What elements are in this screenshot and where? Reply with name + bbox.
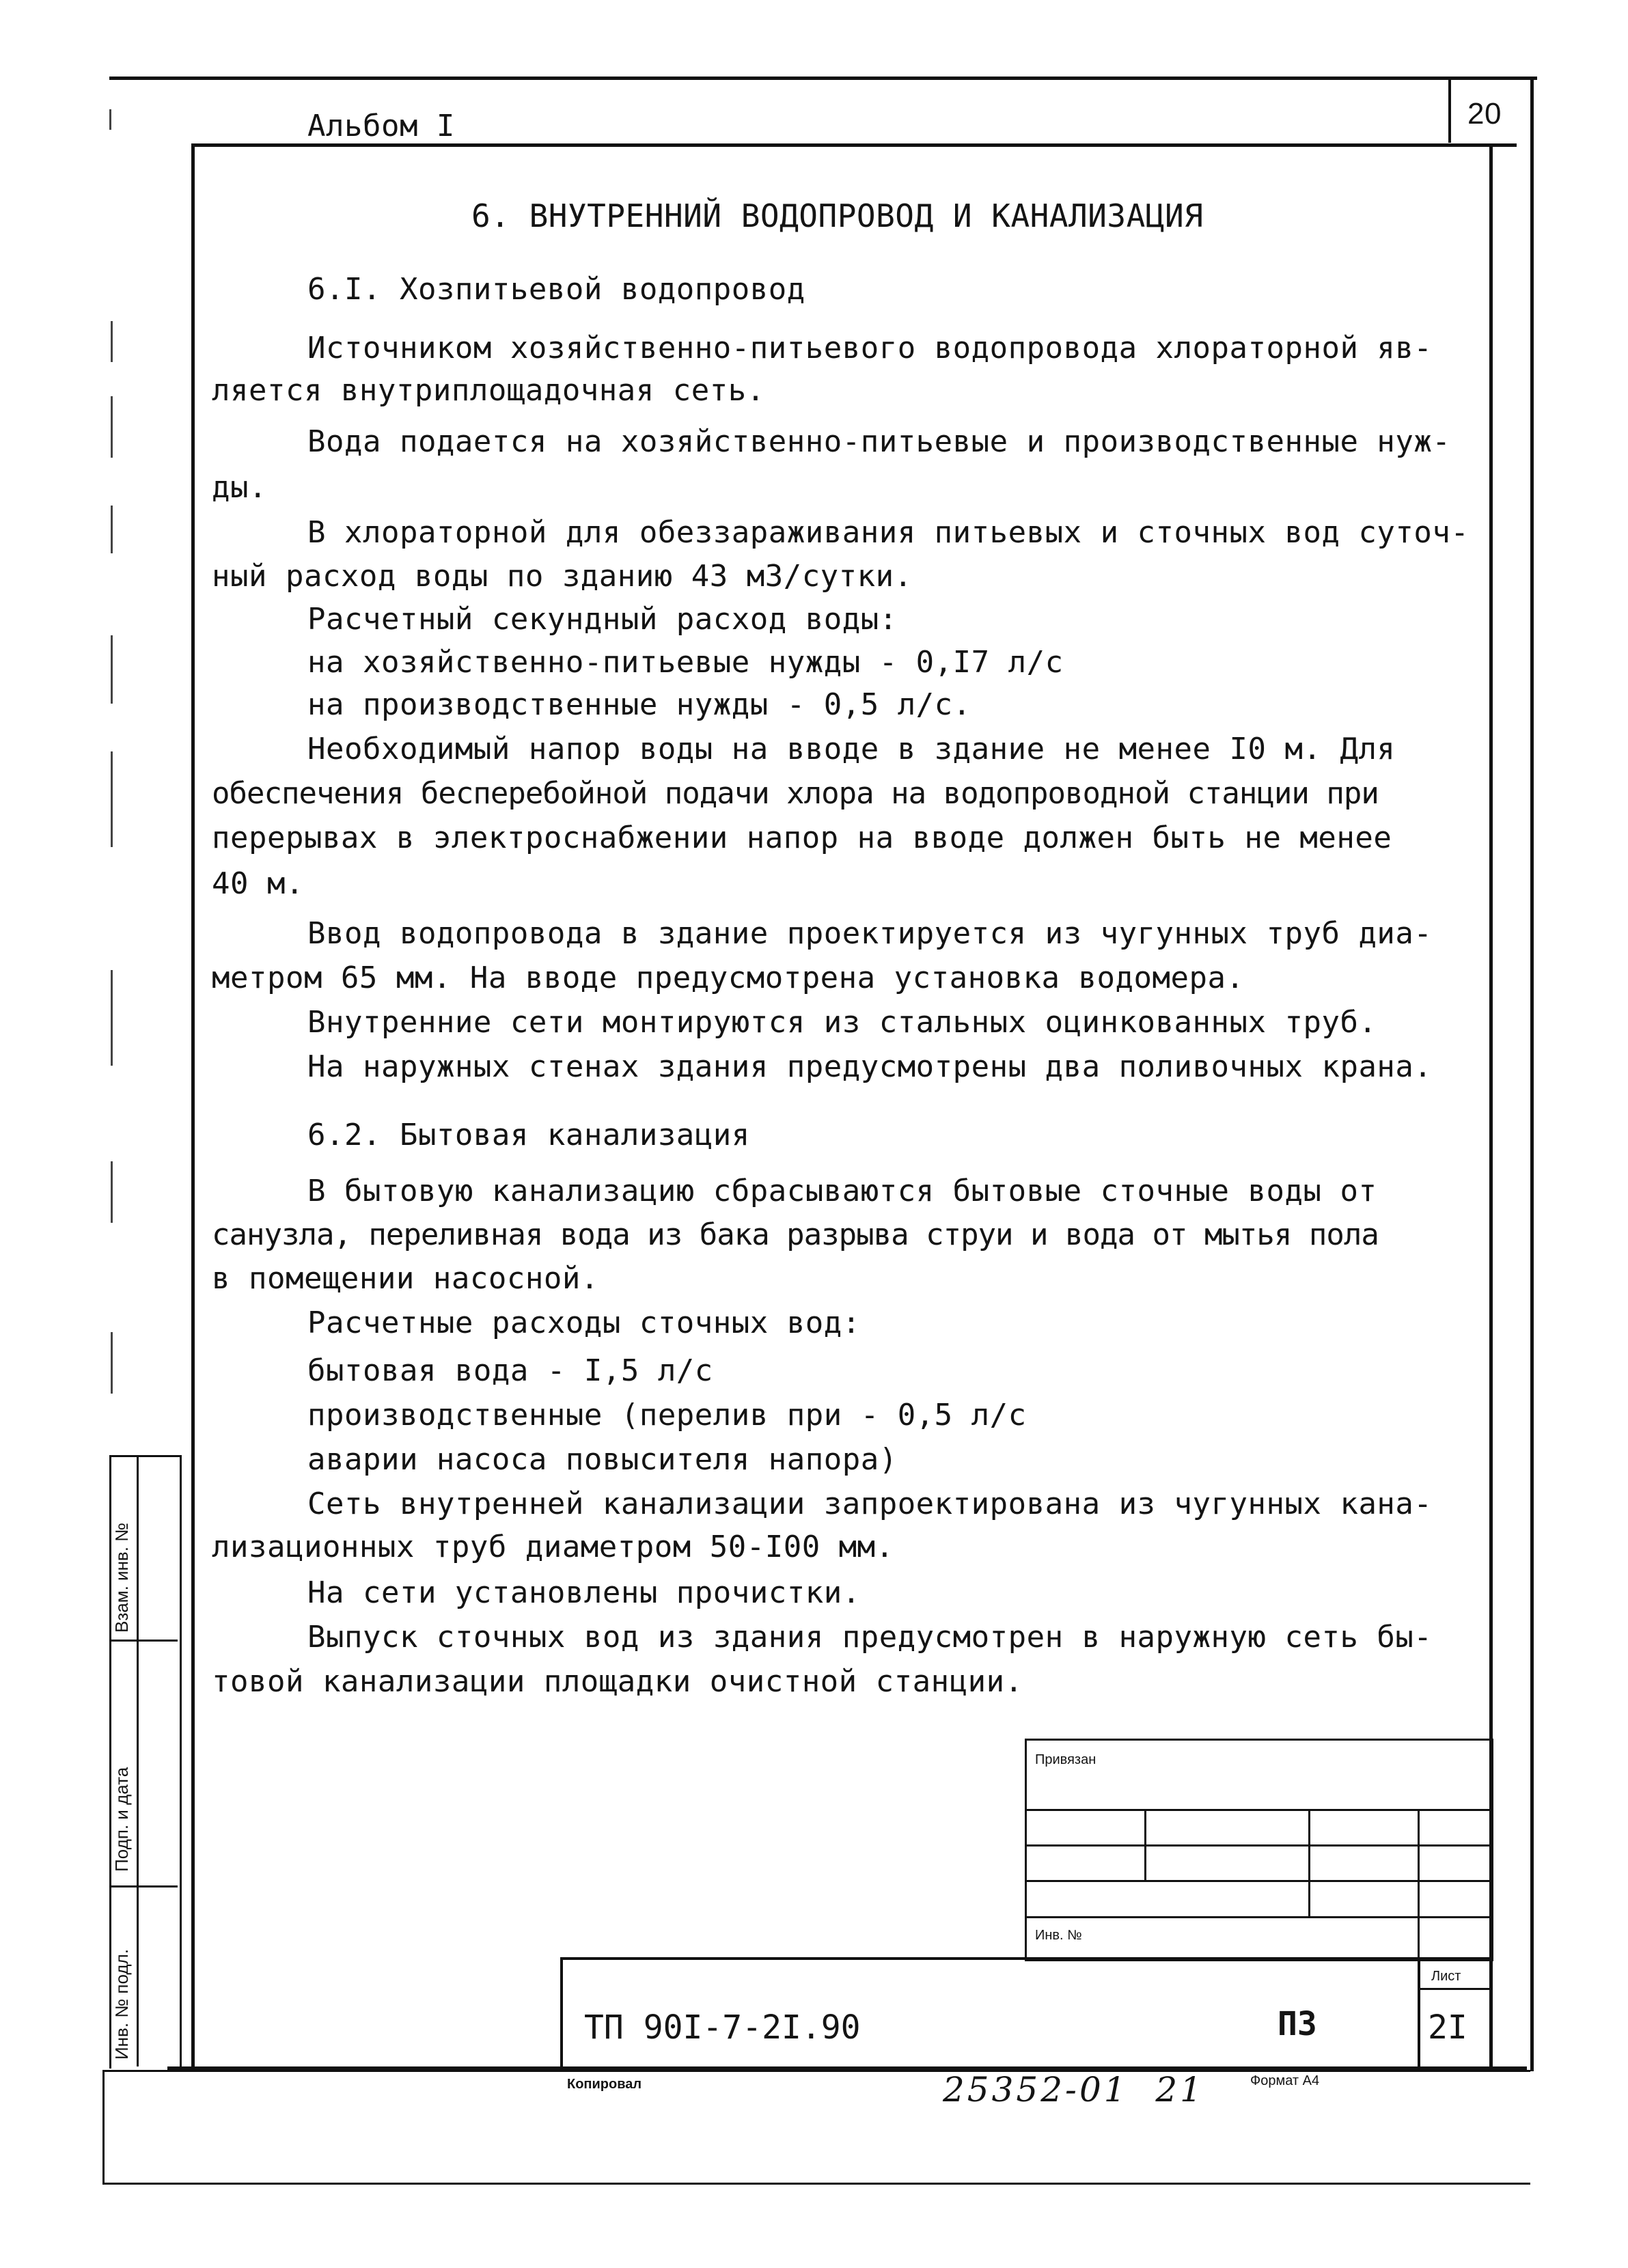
paragraph-line: В хлораторной для обеззараживания питьевых и сточных вод суточ- xyxy=(307,515,1470,550)
paragraph-line: Вода подается на хозяйственно-питьевые и производственные нуж- xyxy=(307,424,1451,459)
paragraph-line: На сети установлены прочистки. xyxy=(307,1575,861,1610)
frame-inner-left-line xyxy=(191,143,195,2070)
handwritten-number: 25352-01 21 xyxy=(943,2070,1204,2110)
page-number: 20 xyxy=(1467,97,1502,130)
paragraph-line: бытовая вода - I,5 л/с xyxy=(307,1353,713,1388)
binding-row xyxy=(1025,1916,1491,1918)
margin-tick xyxy=(111,506,113,553)
paragraph-line: Сеть внутренней канализации запроектирована из чугунных кана- xyxy=(307,1486,1433,1521)
paragraph-line: ляется внутриплощадочная сеть. xyxy=(212,373,765,408)
side-label-sign-date: Подп. и дата xyxy=(111,1767,132,1872)
margin-tick xyxy=(111,1161,113,1223)
section-title: 6. ВНУТРЕННИЙ ВОДОПРОВОД И КАНАЛИЗАЦИЯ xyxy=(471,197,1204,234)
sheet-label: Лист xyxy=(1431,1969,1461,1984)
margin-tick xyxy=(111,396,113,458)
binding-label: Привязан xyxy=(1035,1752,1096,1767)
side-stamp-row xyxy=(109,1885,178,1887)
paragraph-line: Внутренние сети монтируются из стальных оцинкованных труб. xyxy=(307,1005,1377,1040)
title-block-col xyxy=(1418,1957,1420,2066)
binding-stamp xyxy=(1025,1739,1493,1961)
frame-top-line xyxy=(109,77,1537,80)
document-type: ПЗ xyxy=(1278,2005,1317,2043)
footer-box-line-top xyxy=(102,2070,1530,2072)
paragraph-line: аварии насоса повысителя напора) xyxy=(307,1442,898,1477)
paragraph-line: на хозяйственно-питьевые нужды - 0,I7 л/с xyxy=(307,645,1064,680)
paragraph-line: Расчетный секундный расход воды: xyxy=(307,602,898,637)
paragraph-line: перерывах в электроснабжении напор на вводе должен быть не менее xyxy=(212,820,1392,855)
paragraph-line: метром 65 мм. На вводе предусмотрена установка водомера. xyxy=(212,960,1245,995)
paragraph-line: обеспечения бесперебойной подачи хлора на водопроводной станции при xyxy=(212,776,1379,811)
paragraph-line: в помещении насосной. xyxy=(212,1261,599,1296)
binding-row xyxy=(1025,1809,1491,1811)
frame-outer-right-line xyxy=(1530,77,1534,2071)
document-code: ТП 90I-7-2I.90 xyxy=(584,2008,861,2047)
paragraph-line: Выпуск сточных вод из здания предусмотрен в наружную сеть бы- xyxy=(307,1620,1433,1655)
margin-tick xyxy=(111,970,113,1066)
margin-tick xyxy=(109,109,111,130)
side-label-inv-orig: Инв. № подл. xyxy=(111,1949,132,2060)
paragraph-line: 40 м. xyxy=(212,866,304,901)
footer-box-line-bottom xyxy=(102,2183,1530,2185)
paragraph-line: ды. xyxy=(212,470,267,505)
paragraph-line: Необходимый напор воды на вводе в здание не менее I0 м. Для xyxy=(307,732,1396,766)
frame-inner-top-line xyxy=(191,143,1517,147)
binding-col xyxy=(1144,1809,1146,1881)
margin-tick xyxy=(111,1332,113,1394)
paragraph-line: на производственные нужды - 0,5 л/с. xyxy=(307,687,971,722)
inventory-label: Инв. № xyxy=(1035,1928,1082,1943)
paragraph-line: Источником хозяйственно-питьевого водопровода хлораторной яв- xyxy=(307,331,1433,365)
paragraph-line: товой канализации площадки очистной станции. xyxy=(212,1664,1023,1699)
paragraph-line: В бытовую канализацию сбрасываются бытовые сточные воды от xyxy=(307,1174,1377,1208)
binding-col xyxy=(1308,1809,1310,1918)
album-label: Альбом I xyxy=(307,109,455,143)
subsection-heading-6-1: 6.I. Хозпитьевой водопровод xyxy=(307,272,805,307)
side-label-inv-replace: Взам. инв. № xyxy=(111,1522,132,1633)
paragraph-line: На наружных стенах здания предусмотрены два поливочных крана. xyxy=(307,1049,1433,1084)
margin-tick xyxy=(111,635,113,704)
format-label: Формат А4 xyxy=(1250,2073,1320,2088)
sheet-number: 2I xyxy=(1428,2008,1467,2047)
binding-row xyxy=(1025,1844,1491,1847)
margin-tick xyxy=(111,321,113,362)
copied-label: Копировал xyxy=(567,2077,642,2092)
paragraph-line: Расчетные расходы сточных вод: xyxy=(307,1305,861,1340)
paragraph-line: лизационных труб диаметром 50-I00 мм. xyxy=(212,1530,894,1564)
side-stamp-row xyxy=(109,1640,178,1642)
paragraph-line: производственные (перелив при - 0,5 л/с xyxy=(307,1398,1027,1433)
binding-col xyxy=(1418,1809,1420,1959)
side-stamp-divider xyxy=(137,1455,139,2066)
subsection-heading-6-2: 6.2. Бытовая канализация xyxy=(307,1118,750,1152)
paragraph-line: ный расход воды по зданию 43 м3/сутки. xyxy=(212,559,913,594)
sheet-label-row xyxy=(1418,1988,1489,1990)
margin-tick xyxy=(111,751,113,847)
binding-row xyxy=(1025,1880,1491,1882)
footer-box-line-left xyxy=(102,2070,105,2183)
paragraph-line: Ввод водопровода в здание проектируется из чугунных труб диа- xyxy=(307,916,1433,951)
paragraph-line: санузла, переливная вода из бака разрыва струи и вода от мытья пола xyxy=(212,1217,1379,1252)
